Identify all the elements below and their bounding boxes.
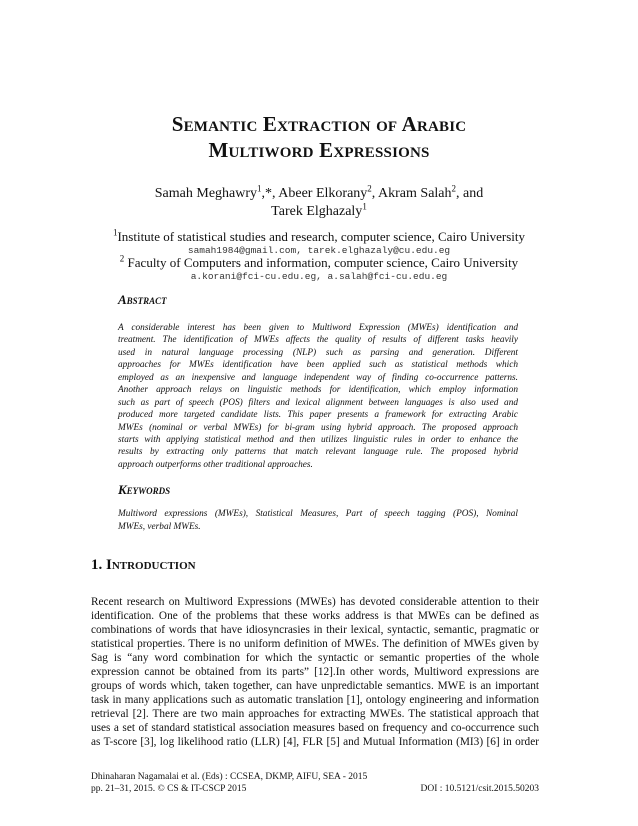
affiliation-2-emails: a.korani@fci-cu.edu.eg, a.salah@fci-cu.edu.eg: [190, 271, 448, 282]
keywords-body: [118, 508, 518, 533]
abstract-body: [118, 322, 518, 471]
footer-doi: DOI : 10.5121/csit.2015.50203: [420, 784, 539, 794]
abstract-line: approach outperforms other traditional approaches.: [118, 459, 313, 470]
author-separator: ,: [272, 186, 279, 201]
author-list-line-2: [0, 203, 638, 221]
affiliation-2: [0, 255, 638, 271]
author-name: Akram Salah: [378, 186, 452, 201]
corresponding-author-mark: ,*: [261, 186, 273, 201]
abstract-line: employed as an inexpensive and language independent way of finding co-occurrence patterns.: [118, 372, 518, 383]
author-separator: , and: [456, 186, 484, 201]
body-line: Sag is “any word combination for which the syntactic or semantic properties of the whole: [91, 652, 539, 665]
affiliation-1: [0, 229, 638, 245]
footer-proceedings: Dhinaharan Nagamalai et al. (Eds) : CCSEA, DKMP, AIFU, SEA - 2015: [91, 772, 368, 782]
keywords-line: MWEs, verbal MWEs.: [118, 521, 201, 532]
abstract-line: used in natural language processing (NLP) such as parsing and generation. Different: [118, 347, 518, 358]
paper-title-line-2: Multiword Expressions: [208, 138, 430, 162]
footer-citation: [91, 783, 539, 795]
body-line: expression cannot be obtained from its parts” [12].In other words, Multiword expressions are: [91, 666, 539, 679]
author-affiliation-mark: 2: [367, 183, 372, 194]
abstract-line: produced more targeted candidate lists. This paper presents a framework for extracting Arabic: [118, 410, 518, 421]
author-affiliation-mark: 1: [362, 201, 367, 212]
author-list-line-1: [0, 185, 638, 203]
body-line: combinations of words that have idiosyncrasies in their lexical, syntactic, semantic, pragmatic or: [91, 624, 539, 637]
paper-title-line-1: Semantic Extraction of Arabic: [171, 112, 467, 136]
keywords-heading: Keywords: [118, 482, 171, 497]
abstract-line: such as part of speech (POS) filters and lexical alignment between languages is also used and: [118, 397, 518, 408]
body-line: retrieval [2]. There are two main approaches for extracting MWEs. The statistical approach that: [91, 708, 539, 721]
body-line: Recent research on Multiword Expressions (MWEs) has devoted considerable attention to their: [91, 596, 539, 608]
affiliation-1-emails: samah1984@gmail.com, tarek.elghazaly@cu.edu.eg: [187, 245, 451, 256]
abstract-line: results by extracting only patterns that match relevant language rule. The proposed hybrid: [118, 447, 518, 458]
abstract-line: starts with applying statistical method and then utilizes linguistic rules in order to enhance the: [118, 434, 518, 445]
abstract-line: approaches for MWEs identification have been applied such as statistical methods which: [118, 360, 518, 371]
footer-pages: pp. 21–31, 2015. © CS & IT-CSCP 2015: [91, 784, 247, 794]
author-name: Tarek Elghazaly: [271, 204, 363, 219]
affiliation-text: Faculty of Computers and information, computer science, Cairo University: [124, 255, 519, 270]
body-line: as T-score [3], log likelihood ratio (LLR) [4], FLR [5] and Mutual Information (MI3) [6] in order: [91, 736, 539, 749]
introduction-body: [91, 595, 539, 750]
abstract-line: A considerable interest has been given to Multiword Expression (MWEs) identification and: [118, 323, 518, 333]
body-line: uses a set of standard statistical association measures based on frequency and co-occurrence such: [91, 722, 539, 735]
body-line: statistical properties. There is no uniform definition of MWEs. The definition of MWEs given by: [91, 638, 539, 651]
body-line: groups of words which, taken together, can have unpredictable semantics. MWE is an important: [91, 680, 539, 693]
author-name: Abeer Elkorany: [278, 186, 368, 201]
author-affiliation-mark: 2: [451, 183, 457, 194]
section-title: Introduction: [106, 557, 196, 573]
author-affiliation-mark: 1: [257, 183, 262, 194]
abstract-line: treatment. The identification of MWEs affects the quality of results of different tasks heavily: [118, 335, 518, 346]
abstract-heading: Abstract: [118, 292, 167, 307]
author-name: Samah Meghawry: [154, 186, 258, 201]
keywords-line: Multiword expressions (MWEs), Statistical Measures, Part of speech tagging (POS), Nominal: [118, 509, 518, 519]
abstract-line: MWEs (nominal or verbal MWEs) for bi-gram using hybrid approach. The proposed approach: [118, 422, 518, 433]
body-line: task in many applications such as automatic translation [1], ontology engineering and information: [91, 694, 539, 707]
affiliation-number: 1: [112, 227, 118, 238]
affiliation-number: 2: [119, 253, 125, 264]
body-line: identification. One of the problems that these works address is that MWEs can be defined as: [91, 610, 539, 623]
affiliation-text: Institute of statistical studies and research, computer science, Cairo University: [117, 229, 526, 244]
section-heading-introduction: [91, 556, 196, 574]
section-number: 1.: [91, 557, 106, 573]
author-separator: ,: [371, 186, 379, 201]
abstract-line: Another approach relays on linguistic methods for identification, which employ information: [118, 385, 518, 396]
